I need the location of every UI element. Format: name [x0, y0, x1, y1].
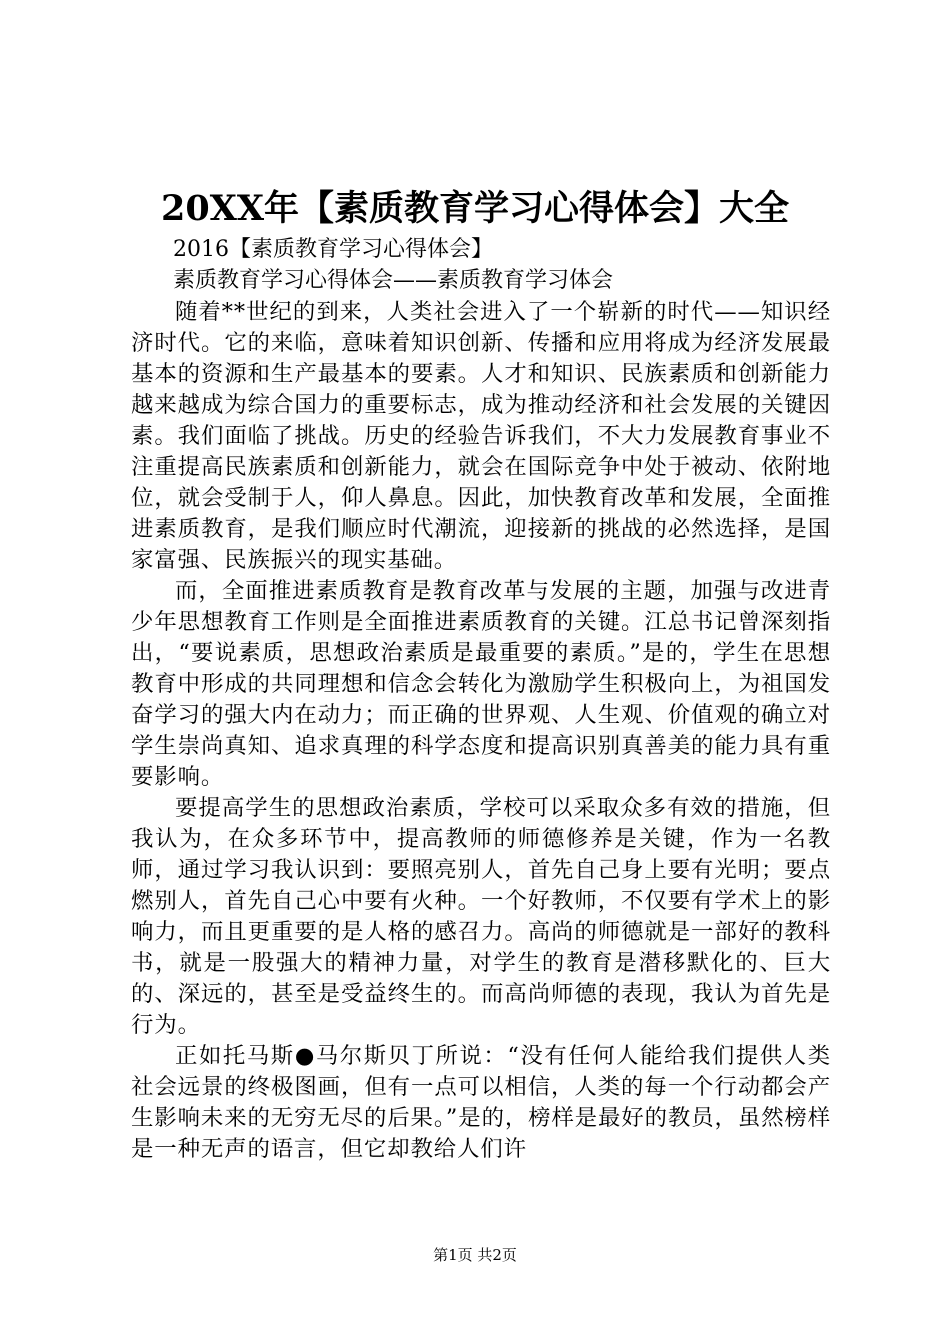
document-body: [131, 297, 831, 1165]
document-title: 20XX年【素质教育学习心得体会】大全: [160, 188, 790, 229]
subheading-topic: 素质教育学习心得体会——素质教育学习体会: [173, 268, 614, 293]
paragraph: 而，全面推进素质教育是教育改革与发展的主题，加强与改进青少年思想教育工作则是全面推进素质教育的关键。江总书记曾深刻指出，“要说素质，思想政治素质是最重要的素质。”是的，学生在思想教育中形成的共同理想和信念会转化为激励学生积极向上，为祖国发奋学习的强大内在动力；而正确的世界观、人生观、价值观的确立对学生崇尚真知、追求真理的科学态度和提高识别真善美的能力具有重要影响。: [131, 578, 831, 790]
subheading-year: 2016【素质教育学习心得体会】: [173, 237, 493, 262]
paragraph: 要提高学生的思想政治素质，学校可以采取众多有效的措施，但我认为，在众多环节中，提高教师的师德修养是关键，作为一名教师，通过学习我认识到：要照亮别人，首先自己身上要有光明；要点燃别人，首先自己心中要有火种。一个好教师，不仅要有学术上的影响力，而且更重要的是人格的感召力。高尚的师德就是一部好的教科书，就是一股强大的精神力量，对学生的教育是潜移默化的、巨大的、深远的，甚至是受益终生的。而高尚师德的表现，我认为首先是行为。: [131, 795, 831, 1038]
paragraph: 正如托马斯●马尔斯贝丁所说：“没有任何人能给我们提供人类社会远景的终极图画，但有一点可以相信，人类的每一个行动都会产生影响未来的无穷无尽的后果。”是的，榜样是最好的教员，虽然榜样是一种无声的语言，但它却教给人们许: [131, 1043, 831, 1162]
paragraph: 随着**世纪的到来，人类社会进入了一个崭新的时代——知识经济时代。它的来临，意味着知识创新、传播和应用将成为经济发展最基本的资源和生产最基本的要素。人才和知识、民族素质和创新能力越来越成为综合国力的重要标志，成为推动经济和社会发展的关键因素。我们面临了挑战。历史的经验告诉我们，不大力发展教育事业不注重提高民族素质和创新能力，就会在国际竞争中处于被动、依附地位，就会受制于人，仰人鼻息。因此，加快教育改革和发展，全面推进素质教育，是我们顺应时代潮流，迎接新的挑战的必然选择，是国家富强、民族振兴的现实基础。: [131, 299, 831, 573]
page-number-footer: 第1页 共2页: [433, 1246, 517, 1264]
